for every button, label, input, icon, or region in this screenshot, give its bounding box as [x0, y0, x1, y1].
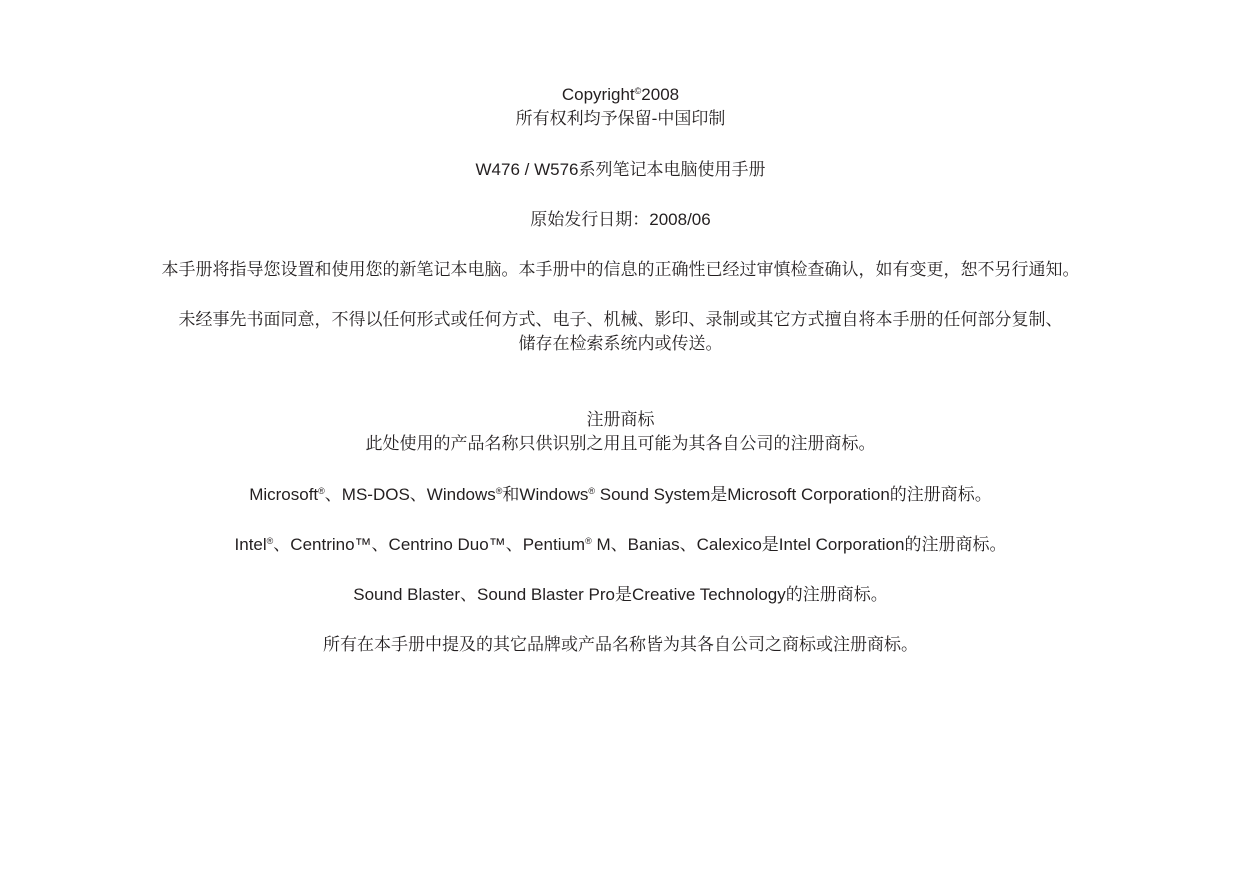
trademarks-heading: 注册商标	[586, 410, 655, 430]
copyright-line	[0, 83, 1241, 107]
manual-model: W476 / W576	[475, 160, 579, 179]
rights-reserved: 所有权利均予保留-中国印制	[515, 109, 726, 129]
no-copy-line-1: 未经事先书面同意，不得以任何形式或任何方式、电子、机械、影印、录制或其它方式擅自将本手册的任何部分复制、	[178, 310, 1063, 330]
intel-part-1: Intel	[234, 535, 267, 554]
registered-symbol: ®	[266, 536, 274, 546]
release-date-value: 2008/06	[649, 210, 711, 229]
no-copy-line-2: 储存在检索系统内或传送。	[518, 334, 723, 354]
copyright-symbol: ©	[634, 86, 642, 96]
intel-trademark	[0, 533, 1241, 557]
copyright-year: 2008	[641, 85, 680, 104]
manual-title-text: 系列笔记本电脑使用手册	[578, 160, 766, 180]
registered-symbol: ®	[318, 486, 325, 496]
intro-paragraph: 本手册将指导您设置和使用您的新笔记本电脑。本手册中的信息的正确性已经过审慎检查确认，如有变更，恕不另行通知。	[161, 260, 1080, 280]
registered-symbol: ®	[495, 486, 503, 496]
microsoft-trademark	[0, 483, 1241, 507]
intel-part-2: 、Centrino™、Centrino Duo™、Pentium	[273, 535, 586, 554]
release-date-label: 原始发行日期：	[530, 210, 650, 230]
registered-symbol: ®	[588, 486, 596, 496]
microsoft-part-2: 、MS-DOS、Windows	[324, 485, 496, 504]
other-trademarks: 所有在本手册中提及的其它品牌或产品名称皆为其各自公司之商标或注册商标。	[323, 635, 918, 655]
intel-part-3: M、Banias、Calexico是Intel Corporation的注册商标。	[591, 535, 1007, 554]
release-date	[0, 208, 1241, 232]
trademarks-statement: 此处使用的产品名称只供识别之用且可能为其各自公司的注册商标。	[365, 434, 876, 454]
microsoft-part-3: 和Windows	[502, 485, 589, 504]
registered-symbol: ®	[585, 536, 592, 546]
copyright-prefix: Copyright	[561, 85, 635, 104]
manual-title	[0, 158, 1241, 182]
microsoft-part-4: Sound System是Microsoft Corporation的注册商标。	[595, 485, 992, 504]
creative-trademark: Sound Blaster、Sound Blaster Pro是Creative Technology的注册商标。	[353, 585, 888, 604]
microsoft-part-1: Microsoft	[249, 485, 319, 504]
